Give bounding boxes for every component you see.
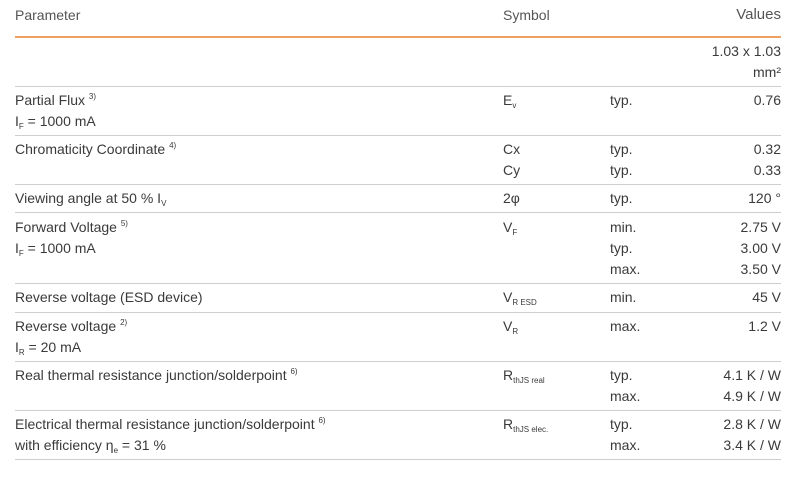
param-label: Partial Flux $^{3)}$ <box>15 92 97 108</box>
value: 1.2 V <box>748 318 781 334</box>
value: 2.8 K / W <box>723 416 781 432</box>
symbol: $V_F$ <box>503 219 518 237</box>
param-label: Reverse voltage $^{2)}$ <box>15 318 128 334</box>
chip-size-value: 1.03 x 1.03 <box>711 43 781 59</box>
value: 120 ° <box>748 190 781 206</box>
table-row <box>15 90 781 132</box>
row-divider <box>15 135 781 136</box>
chip-size-unit: mm² <box>753 64 781 80</box>
footnote-ref: 5) <box>120 219 128 228</box>
param-label: Forward Voltage $^{5)}$ <box>15 219 128 235</box>
header-values: Values <box>736 6 781 23</box>
param-label: Real thermal resistance junction/solderpoint $^{6)}$ <box>15 367 298 383</box>
condition: typ. <box>610 162 633 178</box>
value: 2.75 V <box>740 219 781 235</box>
condition: max. <box>610 388 641 404</box>
table-row <box>15 217 781 280</box>
condition: typ. <box>610 416 633 432</box>
value: 0.76 <box>753 92 781 108</box>
row-divider <box>15 212 781 213</box>
header-symbol: Symbol <box>503 7 550 23</box>
param-condition: $I_F = 1000$ mA <box>15 240 96 258</box>
symbol: $V_R$ <box>503 318 519 336</box>
condition: min. <box>610 219 637 235</box>
param-label: Reverse voltage (ESD device) <box>15 289 203 305</box>
param-condition: $I_F = 1000$ mA <box>15 113 96 131</box>
table-row <box>15 414 781 456</box>
table-row <box>15 287 781 309</box>
condition: max. <box>610 437 641 453</box>
condition: max. <box>610 261 641 277</box>
symbol: 2φ <box>503 190 520 206</box>
value: 0.33 <box>753 162 781 178</box>
value: 3.00 V <box>740 240 781 256</box>
footnote-ref: 3) <box>88 92 97 101</box>
footnote-ref: 6) <box>318 416 326 425</box>
footnote-ref: 6) <box>290 367 298 376</box>
value: 3.50 V <box>740 261 781 277</box>
symbol: Cx <box>503 141 521 157</box>
condition: max. <box>610 318 641 334</box>
param-label: Electrical thermal resistance junction/solderpoint $^{6)}$ <box>15 416 326 432</box>
row-divider <box>15 86 781 87</box>
condition: typ. <box>610 240 633 256</box>
condition: typ. <box>610 92 633 108</box>
symbol: $E_v$ <box>503 92 517 110</box>
symbol: Cy <box>503 162 521 178</box>
param-condition: with efficiency $\eta_e = 31$ % <box>15 437 166 455</box>
condition: typ. <box>610 367 633 383</box>
row-divider <box>15 410 781 411</box>
row-divider <box>15 361 781 362</box>
row-divider <box>15 312 781 313</box>
table-row <box>15 316 781 358</box>
table-row <box>15 139 781 181</box>
value: 0.32 <box>753 141 781 157</box>
table-header <box>15 5 781 27</box>
symbol: $R_{thJS elec.}$ <box>503 416 549 434</box>
condition: typ. <box>610 190 633 206</box>
value: 3.4 K / W <box>723 437 781 453</box>
header-divider <box>15 36 781 38</box>
footnote-ref: 2) <box>120 318 128 327</box>
table-row <box>15 188 781 210</box>
symbol: $V_{R ESD}$ <box>503 289 537 307</box>
value: 4.1 K / W <box>723 367 781 383</box>
table-row <box>15 41 781 83</box>
value: 4.9 K / W <box>723 388 781 404</box>
param-label: Chromaticity Coordinate $^{4)}$ <box>15 141 177 157</box>
row-divider <box>15 184 781 185</box>
param-condition: $I_R = 20$ mA <box>15 339 82 357</box>
param-label: Viewing angle at 50 % $I_V$ <box>15 190 167 208</box>
value: 45 V <box>752 289 781 305</box>
symbol: $R_{thJS real}$ <box>503 367 545 385</box>
condition: typ. <box>610 141 633 157</box>
row-divider <box>15 283 781 284</box>
footnote-ref: 4) <box>169 141 177 150</box>
header-parameter: Parameter <box>15 7 81 23</box>
condition: min. <box>610 289 637 305</box>
table-row <box>15 365 781 407</box>
row-divider <box>15 459 781 460</box>
